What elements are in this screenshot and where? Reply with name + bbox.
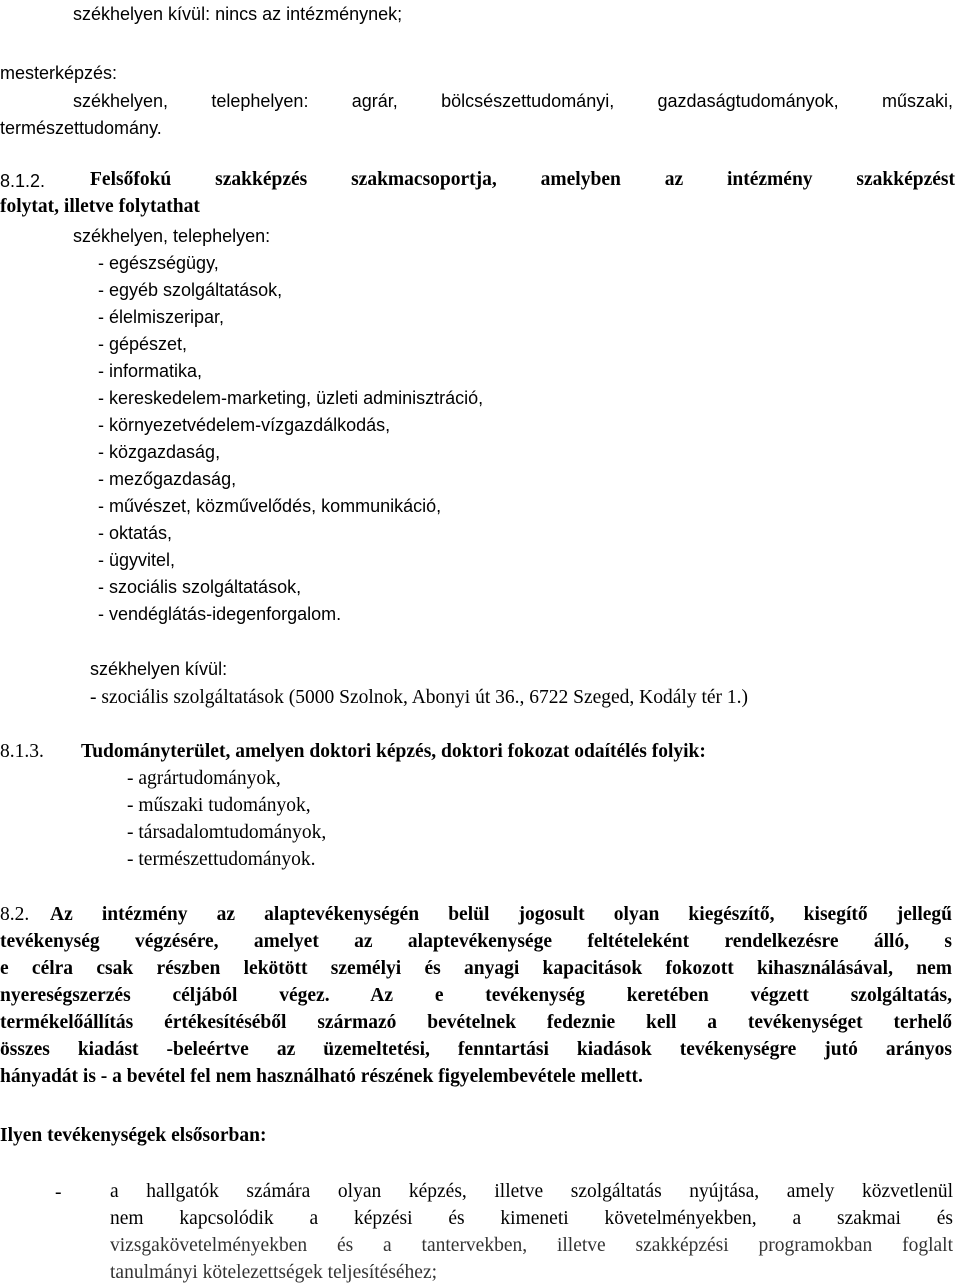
master-training-line-1: székhelyen, telephelyen: agrár, bölcsészettudományi, gazdaságtudományok, műszaki,	[73, 91, 953, 111]
bullet-line-1: a hallgatók számára olyan képzés, illetve szolgáltatás nyújtása, amely közvetlenül	[110, 1181, 953, 1202]
outside-seat-line: székhelyen kívül: nincs az intézménynek;	[73, 4, 403, 24]
list-item: - ügyvitel,	[98, 550, 176, 570]
section-82-line-3: e célra csak részben lekötött személyi és anyagi kapacitások fokozott kihasználásával, nem	[0, 958, 952, 979]
section-82-line-7: hányadát is - a bevétel fel nem használható részének figyelembevétele mellett.	[0, 1066, 643, 1087]
list-item: - élelmiszeripar,	[98, 307, 225, 327]
section-number-813: 8.1.3.	[0, 741, 44, 762]
bullet-line-3: vizsgakövetelményekben és a tantervekben, illetve szakképzési programokban foglalt	[110, 1235, 953, 1256]
list-item: - művészet, közművelődés, kommunikáció,	[98, 496, 442, 516]
section-number-812: 8.1.2.	[0, 171, 46, 191]
list-item: - természettudományok.	[127, 849, 316, 870]
outside-seat-label: székhelyen kívül:	[90, 659, 228, 679]
list-item: - informatika,	[98, 361, 203, 381]
master-training-line-2: természettudomány.	[0, 118, 162, 138]
list-item: - szociális szolgáltatások,	[98, 577, 302, 597]
list-item: - oktatás,	[98, 523, 173, 543]
section-82-line-1: Az intézmény az alaptevékenységén belül jogosult olyan kiegészítő, kisegítő jellegű	[50, 904, 952, 925]
outside-seat-item: - szociális szolgáltatások (5000 Szolnok, Abonyi út 36., 6722 Szeged, Kodály tér 1.)	[90, 687, 749, 708]
list-item: - vendéglátás-idegenforgalom.	[98, 604, 342, 624]
list-item: - közgazdaság,	[98, 442, 221, 462]
list-item: - környezetvédelem-vízgazdálkodás,	[98, 415, 391, 435]
list-item: - gépészet,	[98, 334, 188, 354]
section-812-heading-line-2: folytat, illetve folytathat	[0, 196, 200, 217]
list-item: - agrártudományok,	[127, 768, 281, 789]
list-item: - mezőgazdaság,	[98, 469, 237, 489]
bullet-dash: -	[55, 1182, 62, 1203]
section-82-line-5: termékelőállítás értékesítéséből származó bevételnek fedeznie kell a tevékenységet terhelő	[0, 1012, 952, 1033]
bullet-line-2: nem kapcsolódik a képzési és kimeneti követelményekben, a szakmai és	[110, 1208, 953, 1229]
section-82-line-4: nyereségszerzés céljából végez. Az e tevékenység keretében végzett szolgáltatás,	[0, 985, 952, 1006]
list-item: - társadalomtudományok,	[127, 822, 327, 843]
section-82-line-2: tevékenység végzésére, amelyet az alaptevékenysége feltételeként rendelkezésre álló, s	[0, 931, 952, 952]
section-number-82: 8.2.	[0, 904, 30, 925]
list-item: - egyéb szolgáltatások,	[98, 280, 283, 300]
master-training-label: mesterképzés:	[0, 63, 118, 83]
bullet-line-4: tanulmányi kötelezettségek teljesítéséhez;	[110, 1262, 438, 1283]
activities-heading: Ilyen tevékenységek elsősorban:	[0, 1125, 267, 1146]
list-item: - kereskedelem-marketing, üzleti adminisztráció,	[98, 388, 484, 408]
list-item: - egészségügy,	[98, 253, 219, 273]
section-813-heading: Tudományterület, amelyen doktori képzés, doktori fokozat odaítélés folyik:	[81, 741, 706, 762]
section-812-heading-line-1: Felsőfokú szakképzés szakmacsoportja, amelyben az intézmény szakképzést	[90, 169, 955, 190]
section-82-line-6: összes kiadást -beleértve az üzemeltetési, fenntartási kiadások tevékenységre jutó arányos	[0, 1039, 952, 1060]
seat-site-label: székhelyen, telephelyen:	[73, 226, 271, 246]
list-item: - műszaki tudományok,	[127, 795, 311, 816]
